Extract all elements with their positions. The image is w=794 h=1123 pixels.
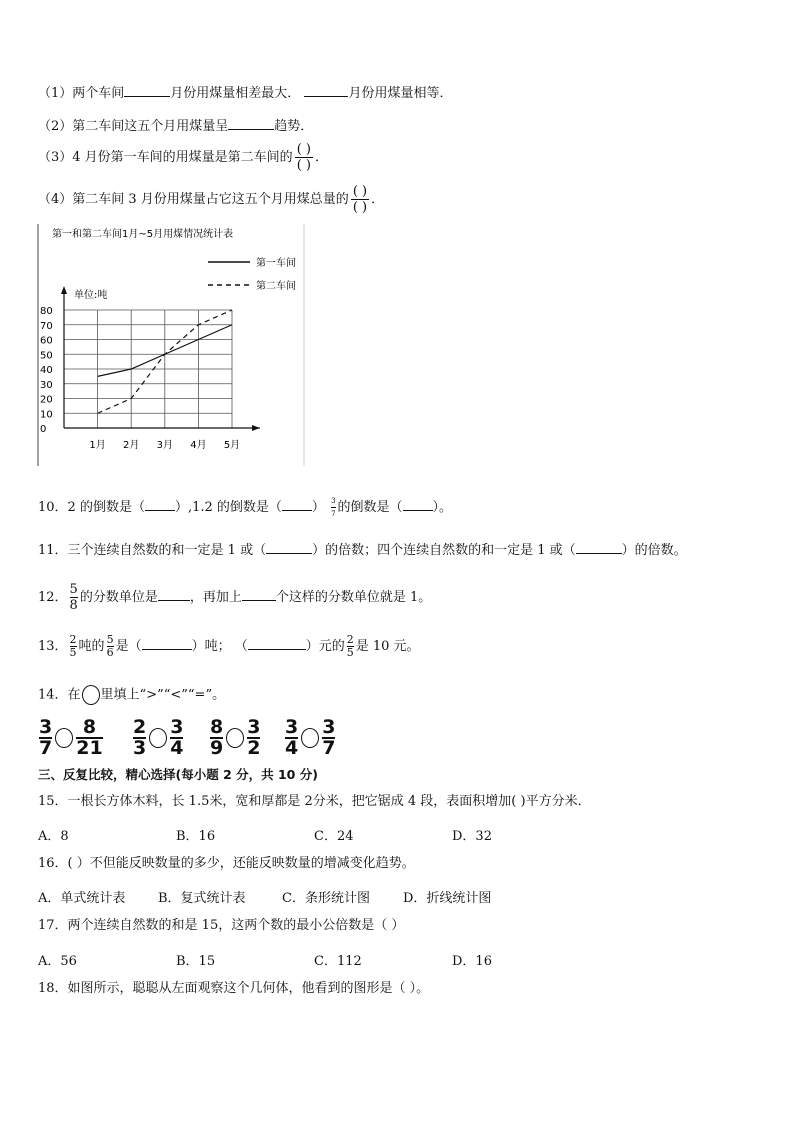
- answer-blank[interactable]: [576, 541, 622, 554]
- q9-part4: （4）第二车间 3 月份用煤量占它这五个月用煤总量的 $\frac{( )}{( )}$ ．: [38, 184, 385, 215]
- chart-axes: [61, 286, 260, 431]
- q17-stem: 17．两个连续自然数的和是 15，这两个数的最小公倍数是（ ）: [38, 918, 405, 933]
- y-tick-label: 50: [40, 350, 53, 362]
- chart-title: 第一和第二车间1月~5月用煤情况统计表: [52, 229, 234, 240]
- q16-option-c[interactable]: C．条形统计图: [282, 891, 370, 906]
- fraction-5-8: $\frac{5}{8}$: [69, 582, 78, 613]
- fraction-5-6: $\frac{5}{6}$: [106, 633, 114, 659]
- answer-blank[interactable]: [304, 84, 348, 97]
- q16-stem: 16．( ）不但能反映数量的多少，还能反映数量的增减变化趋势。: [38, 856, 415, 871]
- compare-pair-4: $\frac{3}{4}$ $\frac{3}{7}$: [285, 716, 336, 759]
- q9-part3: （3）4 月份第一车间的用煤量是第二车间的 $\frac{( )}{( )}$ ．: [38, 142, 328, 173]
- x-tick-labels: [89, 439, 240, 451]
- x-tick-label: 1月: [89, 440, 106, 451]
- legend-label: 第二车间: [256, 281, 296, 292]
- fraction-blank[interactable]: $\frac{( )}{( )}$: [352, 184, 368, 215]
- y-tick-label: 10: [40, 409, 53, 421]
- q14: 14．在 里填上“>”“<”“=”。: [38, 685, 225, 705]
- x-tick-label: 2月: [123, 440, 140, 451]
- x-tick-label: 4月: [190, 440, 207, 451]
- y-tick-label: 30: [40, 379, 53, 391]
- q12: 12． $\frac{5}{8}$ 的分数单位是 ，再加上 个这样的分数单位就是 1。: [38, 582, 432, 613]
- answer-blank[interactable]: [242, 588, 276, 601]
- q11: 11．三个连续自然数的和一定是 1 或（ ）的倍数；四个连续自然数的和一定是 1 或（ ）的倍数。: [38, 543, 687, 558]
- circle-icon: [82, 685, 100, 705]
- fraction-2-5: $\frac{2}{5}$: [346, 633, 354, 659]
- y-axis-unit-label: 单位:吨: [74, 290, 108, 301]
- y-tick-label: 20: [40, 394, 53, 406]
- coal-usage-line-chart: [36, 222, 308, 468]
- q15-option-d[interactable]: D．32: [452, 829, 492, 844]
- x-axis-arrow: [252, 425, 260, 431]
- x-tick-label: 3月: [156, 440, 173, 451]
- q10: 10．2 的倒数是（ ）,1.2 的倒数是（ ） $\frac{3}{7}$ 的倒数是（ ）。: [38, 497, 453, 518]
- q17-option-c[interactable]: C．112: [314, 954, 362, 969]
- x-tick-label: 5月: [223, 440, 241, 451]
- q18-stem: 18．如图所示，聪聪从左面观察这个几何体，他看到的图形是（ ）。: [38, 981, 430, 996]
- q9-part1: （1）两个车间 月份用煤量相差最大． 月份用煤量相等．: [38, 86, 453, 101]
- q16-option-a[interactable]: A．单式统计表: [38, 891, 126, 906]
- answer-blank[interactable]: [228, 117, 274, 130]
- section-heading: 三、反复比较，精心选择(每小题 2 分，共 10 分): [38, 767, 318, 782]
- answer-blank[interactable]: [403, 498, 433, 511]
- answer-blank[interactable]: [248, 637, 306, 650]
- answer-blank[interactable]: [124, 84, 170, 97]
- q17-option-b[interactable]: B．15: [176, 954, 216, 969]
- answer-blank[interactable]: [142, 637, 192, 650]
- y-axis-arrow: [61, 286, 67, 294]
- y-tick-label: 0: [40, 424, 47, 435]
- q15-option-c[interactable]: C．24: [314, 829, 354, 844]
- y-tick-label: 80: [40, 306, 53, 317]
- fraction-blank[interactable]: $\frac{( )}{( )}$: [296, 142, 311, 173]
- compare-pair-3: $\frac{8}{9}$ $\frac{3}{2}$: [210, 716, 261, 759]
- y-tick-label: 60: [40, 335, 53, 347]
- y-tick-labels: [40, 306, 53, 435]
- compare-circle[interactable]: [149, 728, 167, 748]
- answer-blank[interactable]: [266, 541, 312, 554]
- q13: 13． $\frac{2}{5}$ 吨的 $\frac{5}{6}$ 是（ ）吨； （ ）元的 $\frac{2}{5}$ 是 10 元。: [38, 633, 420, 659]
- q15-stem: 15．一根长方体木料，长 1.5米，宽和厚都是 2分米，把它锯成 4 段，表面积增加( )平方分米．: [38, 794, 591, 809]
- q15-option-b[interactable]: B．16: [176, 829, 216, 844]
- q15-option-a[interactable]: A．8: [38, 829, 69, 844]
- y-tick-label: 70: [40, 320, 53, 332]
- compare-circle[interactable]: [226, 728, 244, 748]
- chart-legend: [208, 256, 296, 292]
- answer-blank[interactable]: [145, 498, 175, 511]
- compare-pair-1: $\frac{3}{7}$ $\frac{8}{21}$: [39, 716, 103, 759]
- q16-option-d[interactable]: D．折线统计图: [403, 891, 492, 906]
- answer-blank[interactable]: [158, 588, 190, 601]
- q16-option-b[interactable]: B．复式统计表: [158, 891, 246, 906]
- legend-label: 第一车间: [256, 258, 296, 269]
- q9-part2: （2）第二车间这五个月用煤量呈 趋势．: [38, 119, 314, 134]
- q17-option-a[interactable]: A．56: [38, 954, 77, 969]
- fraction-3-7: $\frac{3}{7}$: [331, 497, 336, 518]
- q17-option-d[interactable]: D．16: [452, 954, 492, 969]
- y-tick-label: 40: [40, 365, 53, 376]
- compare-pair-2: $\frac{2}{3}$ $\frac{3}{4}$: [133, 716, 184, 759]
- chart-grid: [64, 310, 232, 428]
- compare-circle[interactable]: [301, 728, 319, 748]
- answer-blank[interactable]: [282, 498, 312, 511]
- fraction-2-5: $\frac{2}{5}$: [69, 633, 77, 659]
- compare-circle[interactable]: [55, 728, 73, 748]
